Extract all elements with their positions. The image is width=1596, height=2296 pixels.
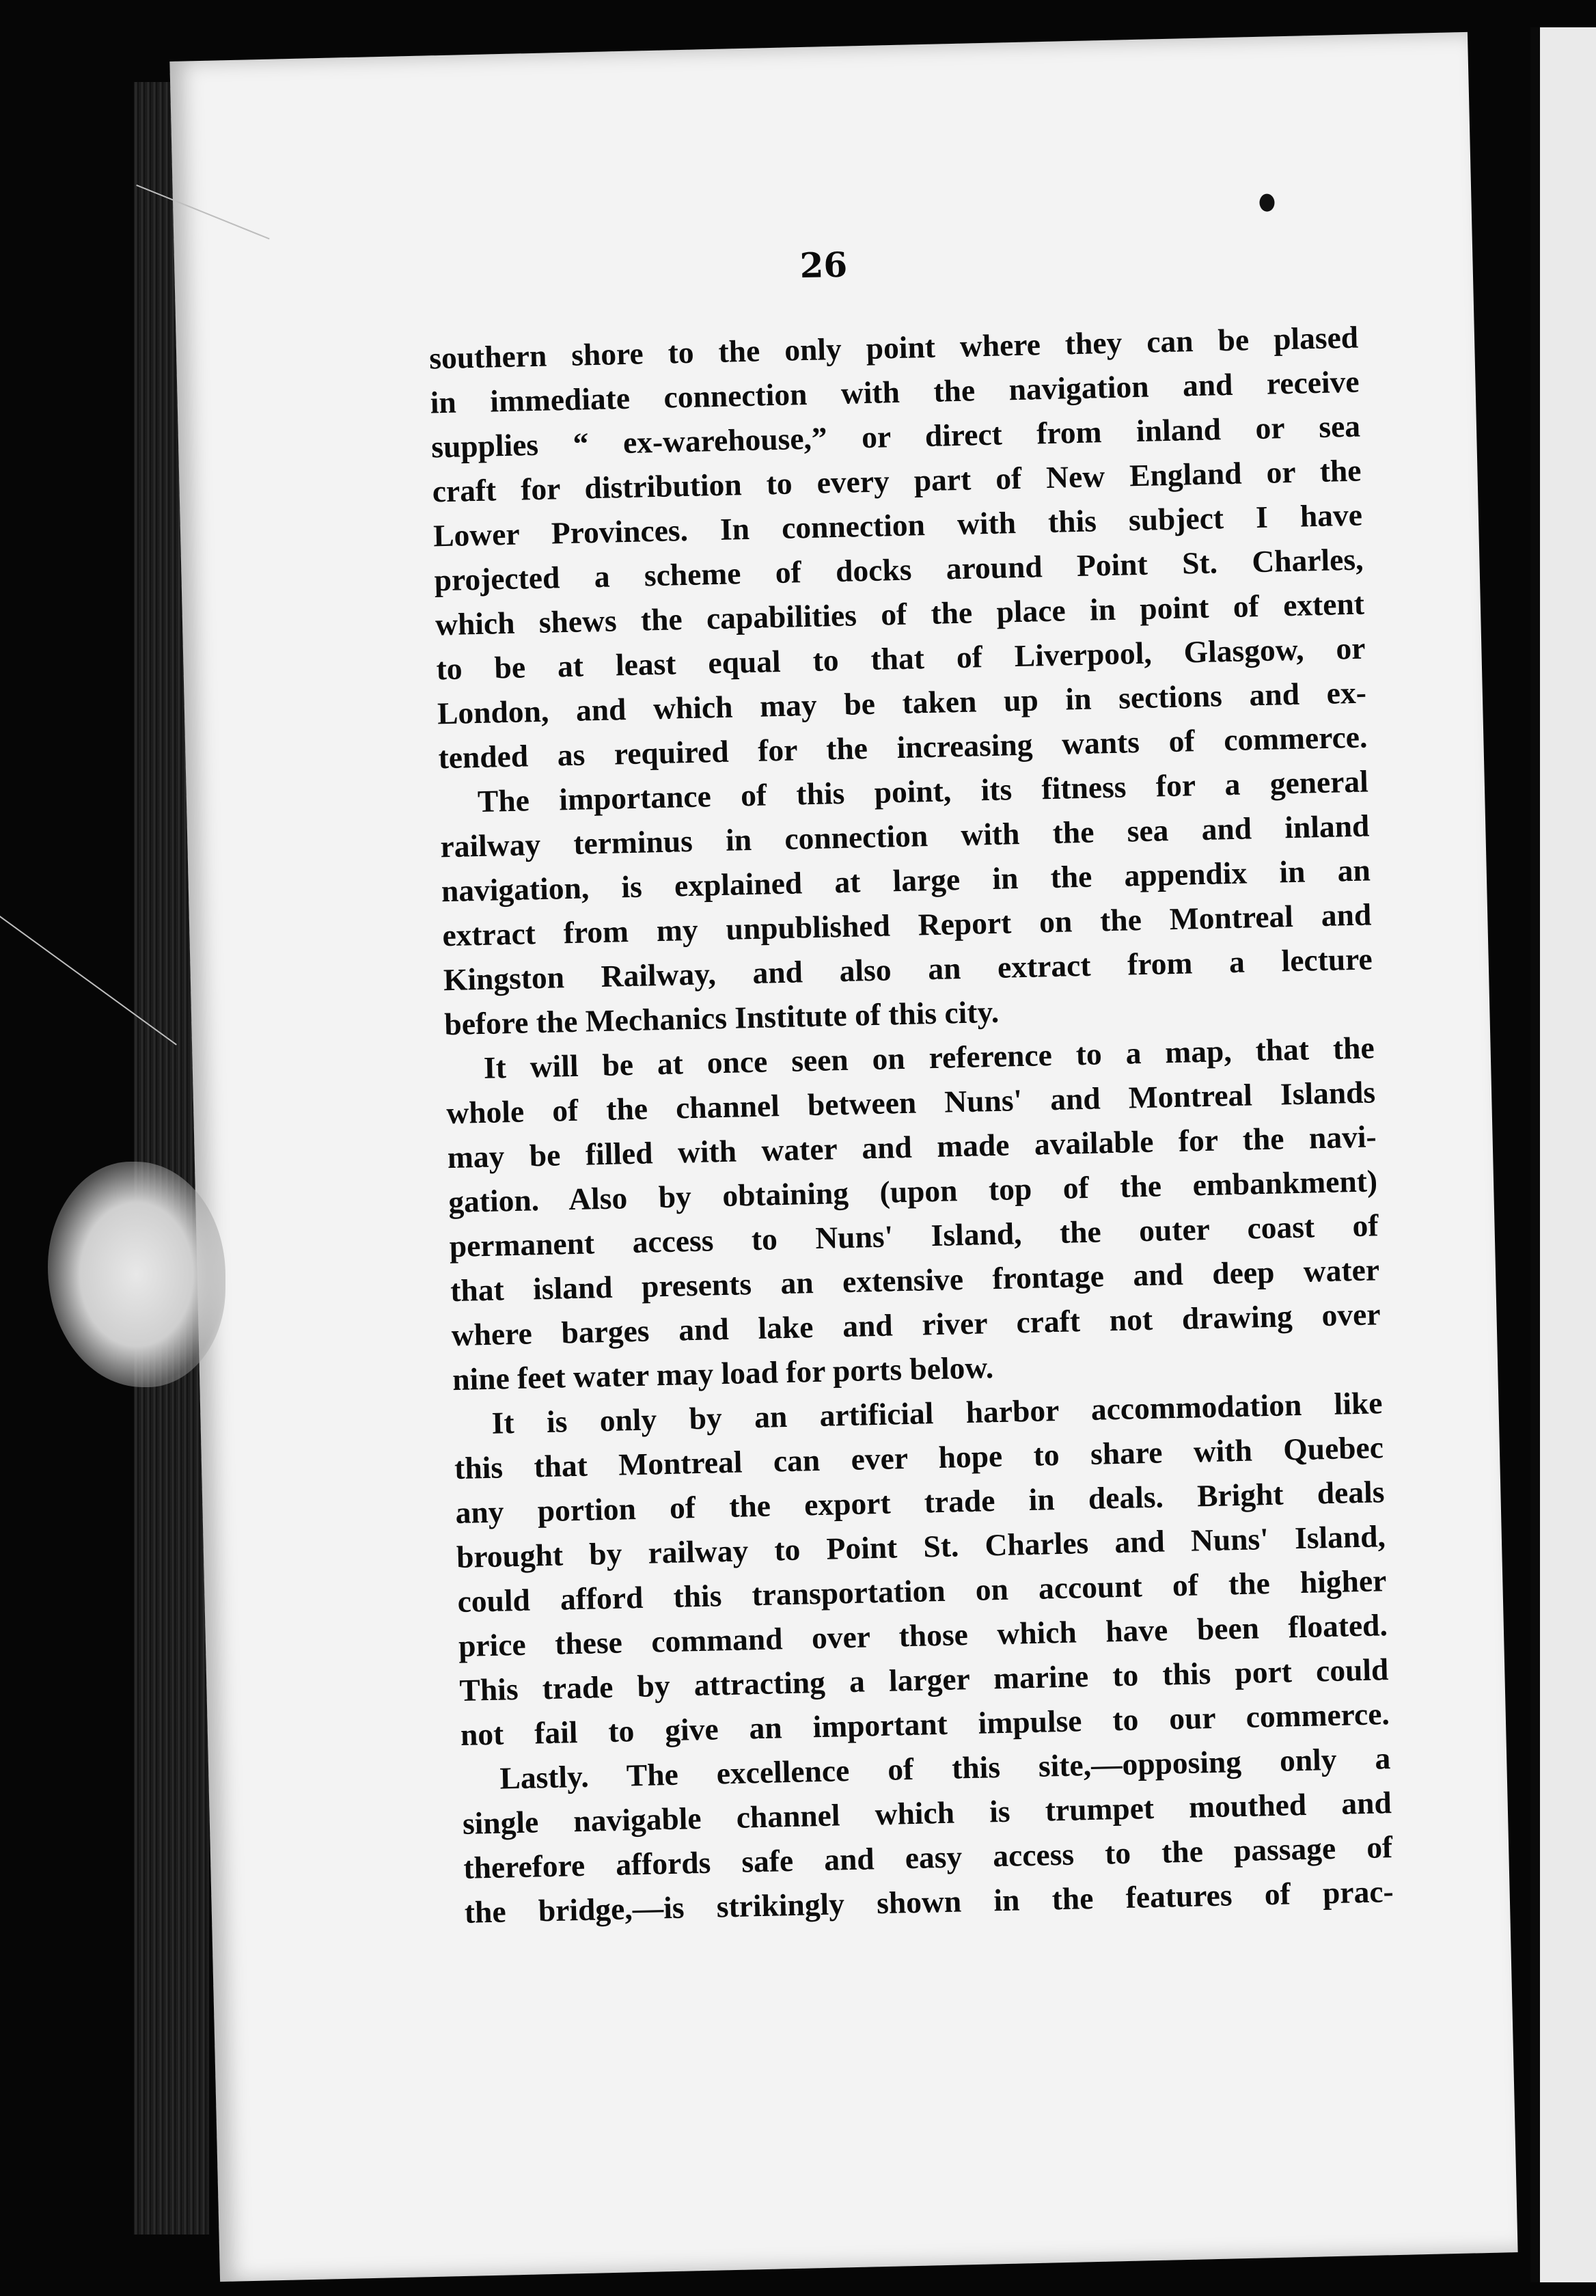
text-line: not fail to give an important impulse to our commerce. <box>460 1696 1390 1752</box>
text-line: in immediate connection with the navigation and receive <box>430 364 1360 420</box>
text-line: tended as required for the increasing wants of commerce. <box>438 719 1368 776</box>
text-line: whole of the channel between Nuns' and Montreal Islands <box>445 1074 1376 1131</box>
ink-dot <box>1259 193 1275 211</box>
text-line: London, and which may be taken up in sections and ex- <box>437 674 1367 731</box>
text-line: single navigable channel which is trumpet mouthed and <box>462 1785 1392 1841</box>
text-line: railway terminus in connection with the sea and inland <box>439 808 1370 864</box>
text-line: may be filled with water and made available for the navi- <box>447 1119 1377 1175</box>
text-line: nine feet water may load for ports below. <box>452 1350 994 1397</box>
text-line: permanent access to Nuns' Island, the outer coast of <box>449 1207 1379 1264</box>
text-line: projected a scheme of docks around Point St. Charles, <box>434 541 1364 598</box>
text-line: The importance of this point, its fitness for a general <box>477 763 1369 819</box>
text-line: this that Montreal can ever hope to share with Quebec <box>454 1430 1384 1486</box>
text-line: brought by railway to Point St. Charles and Nuns' Island, <box>456 1518 1386 1575</box>
text-line: the bridge,—is strikingly shown in the features of prac- <box>464 1874 1394 1930</box>
text-line: to be at least equal to that of Liverpool, Glasgow, or <box>436 630 1366 687</box>
text-line: any portion of the export trade in deals. Bright deals <box>455 1474 1385 1531</box>
book-page <box>169 32 1517 2282</box>
text-line: Lastly. The excellence of this site,—opposing only a <box>499 1740 1391 1796</box>
text-line: It will be at once seen on reference to a map, that the <box>483 1030 1375 1085</box>
text-line: navigation, is explained at large in the appendix in an <box>441 852 1371 909</box>
body-text <box>429 315 1394 1935</box>
text-line: southern shore to the only point where they can be plased <box>428 319 1359 376</box>
text-line: This trade by attracting a larger marine to this port could <box>458 1652 1389 1708</box>
text-line: supplies “ ex-warehouse,” or direct from inland or sea <box>430 408 1361 465</box>
text-line: craft for distribution to every part of New England or the <box>432 452 1362 509</box>
text-line: Kingston Railway, and also an extract from a lecture <box>443 941 1373 998</box>
paper-damage-stain <box>48 1162 225 1387</box>
facing-page-edge <box>1530 27 1596 2282</box>
page-number: 26 <box>799 244 848 286</box>
text-line: that island presents an extensive frontage and deep water <box>450 1252 1380 1309</box>
text-line: price these command over those which have been floated. <box>458 1607 1388 1663</box>
text-line: before the Mechanics Institute of this city. <box>443 994 1000 1042</box>
text-line: extract from my unpublished Report on the Montreal and <box>441 897 1372 953</box>
text-line: gation. Also by obtaining (upon top of the embankment) <box>448 1163 1378 1220</box>
text-line: which shews the capabilities of the place in point of extent <box>435 586 1365 642</box>
text-line: It is only by an artificial harbor accommodation like <box>491 1385 1383 1440</box>
text-line: therefore affords safe and easy access to the passage of <box>463 1829 1393 1885</box>
text-line: Lower Provinces. In connection with this subject I have <box>432 497 1363 554</box>
text-line: where barges and lake and river craft not drawing over <box>451 1296 1381 1353</box>
text-line: could afford this transportation on account of the higher <box>457 1563 1387 1619</box>
